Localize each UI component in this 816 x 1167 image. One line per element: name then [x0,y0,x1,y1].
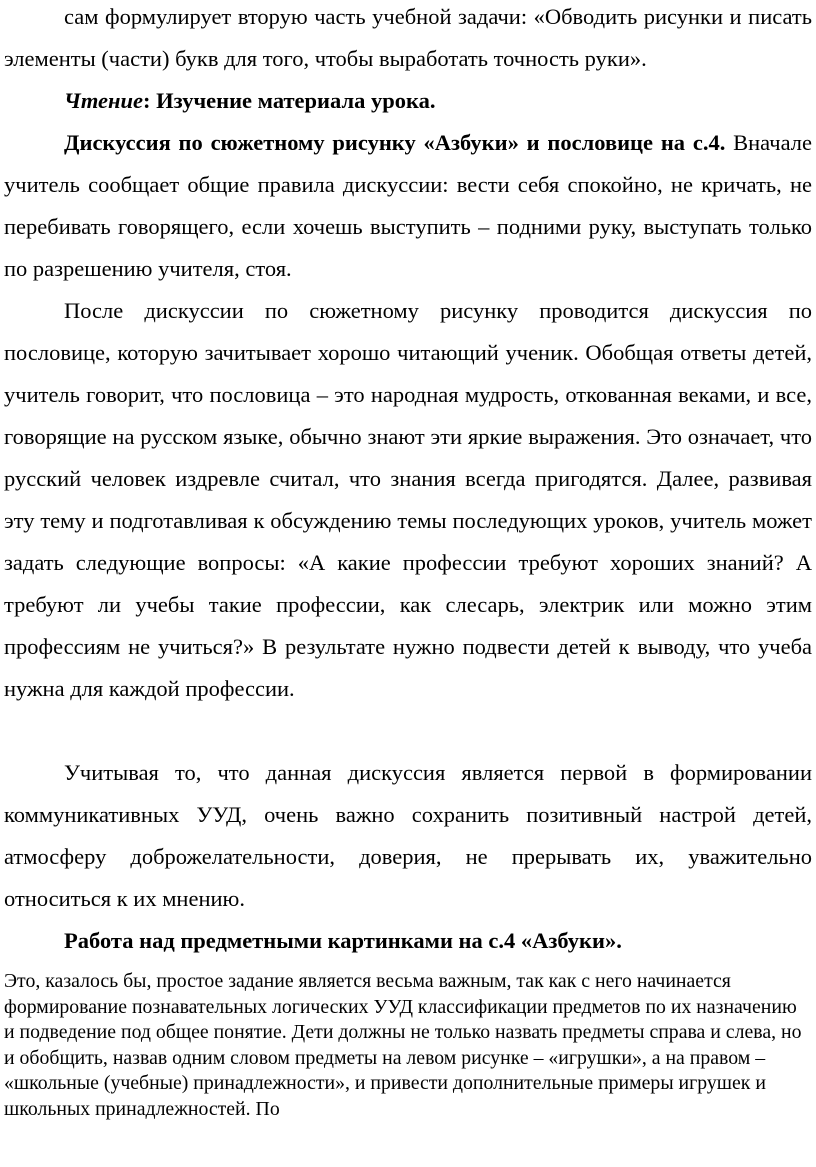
paragraph-reading [4,80,812,122]
paragraph-after-discussion [4,290,812,710]
paragraph-final [4,969,812,1123]
paragraph-considering [4,752,812,920]
reading-title: : Изучение материала урока. [143,88,436,113]
work-heading-text: Работа над предметными картинками на с.4 «Азбуки». [64,928,622,953]
discussion-heading: Дискуссия по сюжетному рисунку «Азбуки» и пословице на с.4. [64,130,726,155]
work-heading [4,920,812,962]
reading-label: Чтение [64,88,144,113]
paragraph-considering-text: Учитывая то, что данная дискуссия является первой в формировании коммуникативных УУД, очень важно сохранить позитивный настрой детей, атмосферу доброжелательности, доверия, не прерывать их, уважительно относиться к их мнению. [4,760,812,911]
paragraph-intro [4,0,812,80]
paragraph-intro-text: сам формулирует вторую часть учебной задачи: «Обводить рисунки и писать элементы (части) букв для того, чтобы выработать точность руки». [4,4,812,71]
paragraph-discussion [4,122,812,290]
paragraph-after-discussion-text: После дискуссии по сюжетному рисунку проводится дискуссия по пословице, которую зачитывает хорошо читающий ученик. Обобщая ответы детей, учитель говорит, что пословица – это народная мудрость, откованная веками, и все, говорящие на русском языке, обычно знают эти яркие выражения. Это означает, что русский человек издревле считал, что знания всегда пригодятся. Далее, развивая эту тему и подготавливая к обсуждению темы последующих уроков, учитель может задать следующие вопросы: «А какие профессии требуют хороших знаний? А требуют ли учебы такие профессии, как слесарь, электрик или можно этим профессиям не учиться?» В результате нужно подвести детей к выводу, что учеба нужна для каждой профессии. [4,298,812,701]
discussion-text: Вначале учитель сообщает общие правила дискуссии: вести себя спокойно, не кричать, не перебивать говорящего, если хочешь выступить – подними руку, выступать только по разрешению учителя, стоя. [4,130,812,281]
paragraph-final-text: Это, казалось бы, простое задание является весьма важным, так как с него начинается формирование познавательных логических УУД классификации предметов по их назначению и подведение под общее понятие. Дети должны не только назвать предметы справа и слева, но и обобщить, назвав одним словом предметы на левом рисунке – «игрушки», а на правом – «школьные (учебные) принадлежности», и привести дополнительные примеры игрушек и школьных принадлежностей. По [4,970,802,1120]
